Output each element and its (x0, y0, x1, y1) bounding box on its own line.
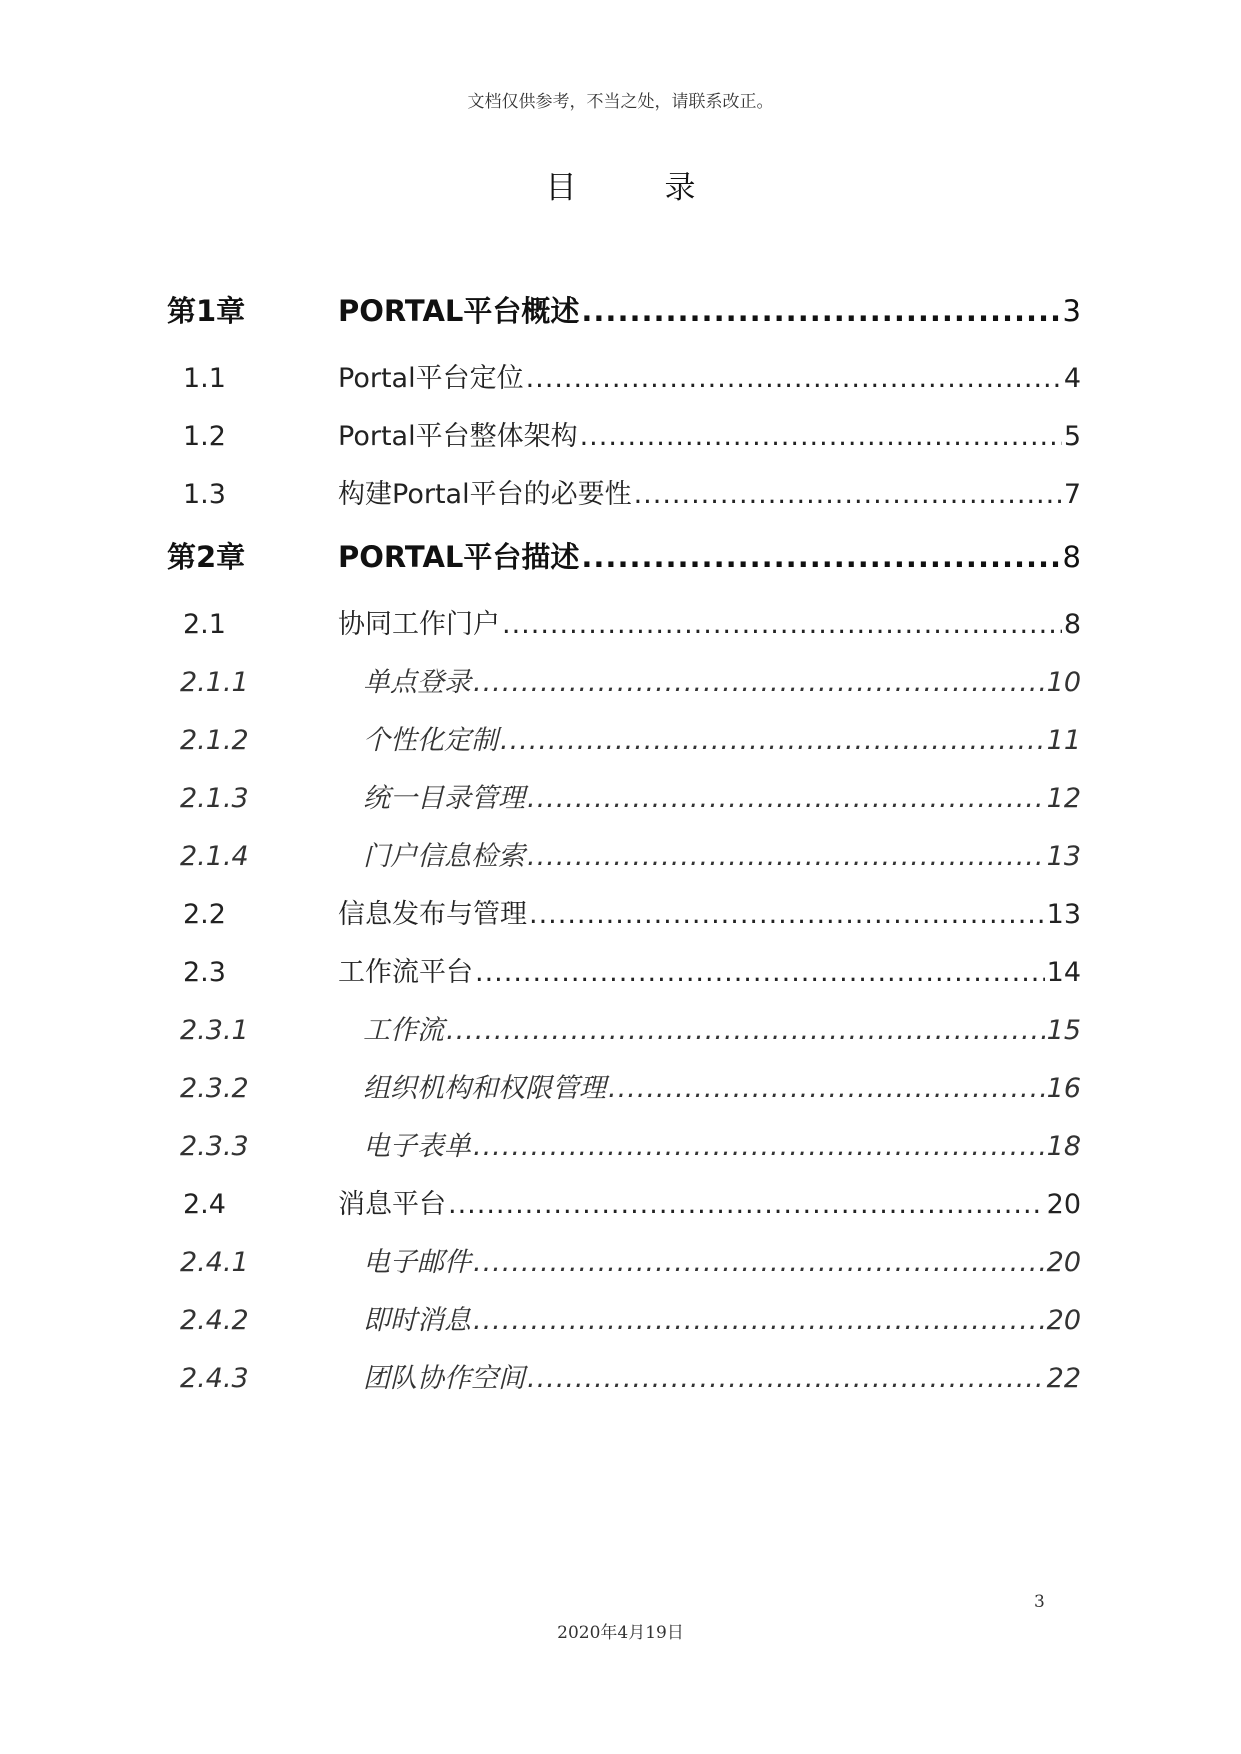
toc-dot-leader (608, 1064, 1045, 1114)
toc-entry-page: 5 (1063, 421, 1081, 452)
toc-entry-title[interactable]: 协同工作门户 (338, 609, 500, 640)
toc-entry-line (363, 1238, 1081, 1288)
toc-entry[interactable] (0, 1064, 1241, 1114)
toc-entry-number: 2.4.3 (180, 1363, 249, 1394)
toc-entry[interactable] (0, 716, 1241, 766)
toc-entry-number: 2.4.1 (180, 1247, 249, 1278)
toc-entry-line (363, 832, 1081, 882)
toc-entry-number: 2.1.4 (180, 841, 249, 872)
toc-entry-line (363, 1296, 1081, 1346)
toc-entry-title[interactable]: 信息发布与管理 (338, 899, 527, 930)
toc-entry-page: 15 (1046, 1015, 1081, 1046)
toc-entry-number: 1.2 (183, 421, 226, 452)
toc-entry-number: 2.4.2 (180, 1305, 249, 1336)
toc-dot-leader (473, 1122, 1045, 1172)
toc-dot-leader (634, 470, 1062, 520)
toc-dot-leader (475, 948, 1045, 998)
toc-entry-title[interactable]: 构建Portal平台的必要性 (338, 479, 632, 510)
toc-entry[interactable] (0, 1006, 1241, 1056)
toc-entry[interactable] (0, 948, 1241, 998)
toc-entry-title[interactable]: 电子表单 (363, 1131, 471, 1162)
toc-entry[interactable] (0, 1296, 1241, 1346)
toc-entry-title[interactable]: PORTAL平台概述 (338, 294, 580, 328)
toc-entry-title[interactable]: 工作流平台 (338, 957, 473, 988)
toc-entry-line (363, 716, 1081, 766)
toc-entry-page: 12 (1046, 783, 1081, 814)
toc-entry-title[interactable]: 个性化定制 (363, 725, 498, 756)
toc-dot-leader (526, 354, 1062, 404)
toc-entry-line (338, 600, 1081, 650)
toc-entry-title[interactable]: Portal平台整体架构 (338, 421, 578, 452)
toc-entry-page: 13 (1046, 899, 1081, 930)
toc-entry-number: 2.1.1 (180, 667, 249, 698)
toc-entry-page: 18 (1046, 1131, 1081, 1162)
toc-entry-line (338, 412, 1081, 462)
toc-entry-page: 22 (1046, 1363, 1081, 1394)
toc-dot-leader (448, 1180, 1045, 1230)
toc-entry[interactable] (0, 470, 1241, 520)
toc-entry-number: 2.3.2 (180, 1073, 249, 1104)
toc-entry-number: 第2章 (167, 540, 246, 574)
toc-entry-title[interactable]: 单点登录 (363, 667, 471, 698)
toc-entry-page: 13 (1046, 841, 1081, 872)
toc-entry[interactable] (0, 1354, 1241, 1404)
toc-entry-line (338, 532, 1081, 582)
toc-entry-page: 20 (1046, 1189, 1081, 1220)
toc-entry-page: 11 (1046, 725, 1081, 756)
toc-dot-leader (500, 716, 1045, 766)
toc-entry-title[interactable]: 即时消息 (363, 1305, 471, 1336)
toc-entry-page: 7 (1063, 479, 1081, 510)
toc-entry-line (363, 1064, 1081, 1114)
footer-date: 2020年4月19日 (557, 1623, 684, 1643)
toc-entry-number: 2.4 (183, 1189, 226, 1220)
toc-entry-title[interactable]: 门户信息检索 (363, 841, 525, 872)
toc-entry[interactable] (0, 600, 1241, 650)
toc-entry-number: 2.3.1 (180, 1015, 249, 1046)
toc-entry-page: 8 (1063, 609, 1081, 640)
toc-entry-number: 1.1 (183, 363, 226, 394)
toc-entry-line (363, 1354, 1081, 1404)
toc-entry-number: 2.1.3 (180, 783, 249, 814)
toc-dot-leader (580, 412, 1062, 462)
toc-entry-number: 2.3 (183, 957, 226, 988)
toc-entry-page: 8 (1062, 540, 1081, 574)
toc-dot-leader (473, 1238, 1045, 1288)
toc-entry-line (363, 1006, 1081, 1056)
toc-dot-leader (502, 600, 1062, 650)
toc-entry[interactable] (0, 890, 1241, 940)
toc-entry-title[interactable]: 电子邮件 (363, 1247, 471, 1278)
toc-entry[interactable] (0, 354, 1241, 404)
toc-entry-number: 2.1.2 (180, 725, 249, 756)
toc-entry-line (338, 1180, 1081, 1230)
toc-entry-page: 10 (1046, 667, 1081, 698)
toc-entry-line (338, 470, 1081, 520)
toc-entry-title[interactable]: 组织机构和权限管理 (363, 1073, 606, 1104)
toc-entry[interactable] (0, 1180, 1241, 1230)
toc-dot-leader (446, 1006, 1045, 1056)
toc-entry-number: 2.3.3 (180, 1131, 249, 1162)
toc-entry[interactable] (0, 832, 1241, 882)
toc-dot-leader (473, 1296, 1045, 1346)
toc-dot-leader (527, 832, 1045, 882)
toc-entry-page: 20 (1046, 1305, 1081, 1336)
toc-dot-leader (527, 1354, 1045, 1404)
toc-entry-title[interactable]: 消息平台 (338, 1189, 446, 1220)
toc-entry-line (338, 286, 1081, 336)
toc-entry-title[interactable]: Portal平台定位 (338, 363, 524, 394)
toc-entry-line (363, 1122, 1081, 1172)
toc-dot-leader (581, 286, 1060, 336)
toc-dot-leader (473, 658, 1045, 708)
page-number: 3 (1034, 1592, 1045, 1612)
toc-entry-line (363, 658, 1081, 708)
toc-dot-leader (529, 890, 1045, 940)
toc-entry-page: 14 (1046, 957, 1081, 988)
toc-entry-number: 1.3 (183, 479, 226, 510)
toc-entry[interactable] (0, 1122, 1241, 1172)
toc-entry-line (338, 354, 1081, 404)
toc-entry-number: 2.2 (183, 899, 226, 930)
header-note: 文档仅供参考，不当之处，请联系改正。 (467, 92, 774, 112)
toc-entry[interactable] (0, 658, 1241, 708)
toc-entry-line (338, 890, 1081, 940)
toc-title: 目录 (545, 170, 784, 206)
toc-entry-number: 2.1 (183, 609, 226, 640)
toc-entry-title[interactable]: 工作流 (363, 1015, 444, 1046)
toc-entry-page: 4 (1063, 363, 1081, 394)
toc-entry[interactable] (0, 1238, 1241, 1288)
toc-entry-page: 20 (1046, 1247, 1081, 1278)
toc-dot-leader (527, 774, 1045, 824)
toc-entry[interactable] (0, 532, 1241, 582)
toc-entry-line (363, 774, 1081, 824)
toc-entry[interactable] (0, 774, 1241, 824)
toc-entry-page: 16 (1046, 1073, 1081, 1104)
toc-entry-title[interactable]: 统一目录管理 (363, 783, 525, 814)
toc-entry[interactable] (0, 412, 1241, 462)
toc-entry-page: 3 (1062, 294, 1081, 328)
toc-dot-leader (581, 532, 1060, 582)
toc-entry-title[interactable]: 团队协作空间 (363, 1363, 525, 1394)
toc-entry-title[interactable]: PORTAL平台描述 (338, 540, 580, 574)
toc-entry-line (338, 948, 1081, 998)
toc-entry[interactable] (0, 286, 1241, 336)
toc-entry-number: 第1章 (167, 294, 246, 328)
